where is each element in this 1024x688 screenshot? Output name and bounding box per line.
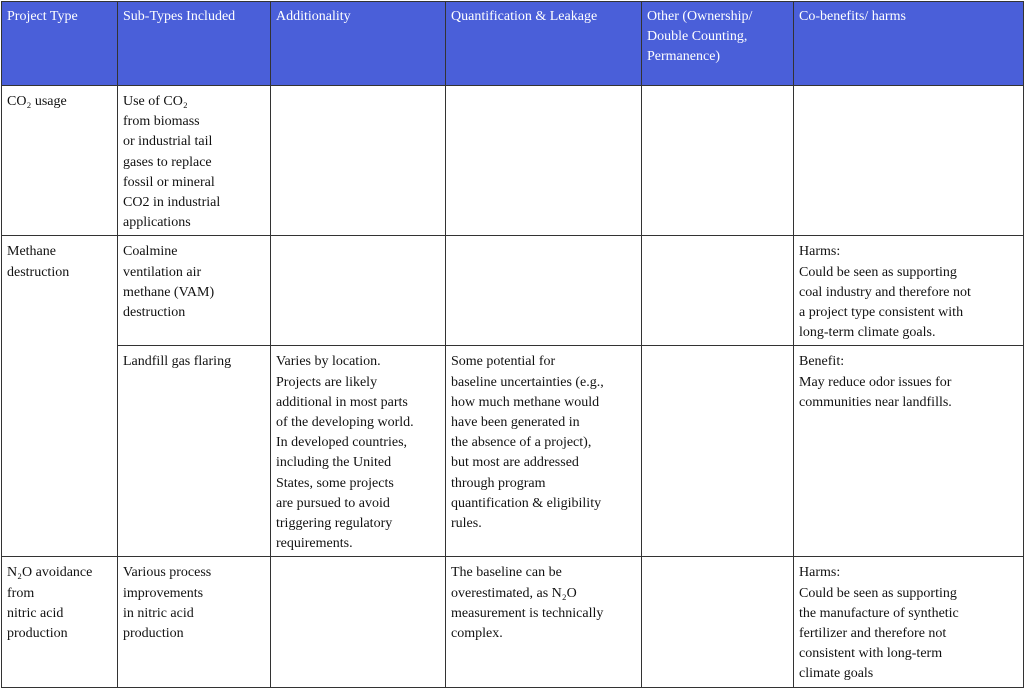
- text-line: methane (VAM): [123, 284, 215, 300]
- text-line: requirements.: [276, 536, 353, 552]
- text-line: Use of CO₂: [123, 94, 188, 109]
- text-line: destruction: [123, 305, 186, 321]
- text-line: In developed countries,: [276, 435, 408, 451]
- text-line: Landfill gas flaring: [123, 354, 232, 370]
- other-cell: [642, 346, 794, 557]
- text-line: triggering regulatory: [276, 516, 393, 532]
- cobenefits-cell: [794, 86, 1024, 236]
- text-line: ventilation air: [123, 264, 202, 280]
- project-type-n2o: production: [7, 626, 68, 642]
- text-line: production: [123, 626, 184, 642]
- text-line: measurement is technically: [451, 605, 604, 621]
- table-row: [2, 236, 1024, 346]
- header-other: [642, 2, 794, 86]
- subtype-cell: [118, 236, 271, 346]
- text-line: have been generated in: [451, 415, 580, 431]
- text-line: long-term climate goals.: [799, 325, 936, 341]
- cobenefits-cell: [794, 236, 1024, 346]
- text-line: but most are addressed: [451, 455, 579, 471]
- subtype-cell: [118, 346, 271, 557]
- text-line: Could be seen as supporting: [799, 585, 957, 601]
- text-line: rules.: [451, 516, 482, 532]
- text-line: are pursued to avoid: [276, 495, 390, 511]
- text-line: Harms:: [799, 244, 841, 260]
- cobenefits-cell: [794, 346, 1024, 557]
- text-line: additional in most parts: [276, 394, 408, 410]
- text-line: improvements: [123, 585, 204, 601]
- other-cell: [642, 86, 794, 236]
- table-row: [2, 86, 1024, 236]
- subtype-cell: [118, 86, 271, 236]
- text-line: communities near landfills.: [799, 394, 952, 410]
- quantification-cell: [446, 236, 642, 346]
- text-line: CO2 in industrial: [123, 195, 221, 211]
- project-type-cell: [2, 557, 118, 687]
- header-project-type: Project Type: [2, 2, 118, 86]
- text-line: Coalmine: [123, 244, 178, 260]
- header-sub-types: Sub-Types Included: [118, 2, 271, 86]
- text-line: baseline uncertainties (e.g.,: [451, 374, 604, 390]
- text-line: the manufacture of synthetic: [799, 605, 959, 621]
- header-other-line: Double Counting,: [647, 29, 748, 45]
- header-other-line: Other (Ownership/: [647, 9, 753, 24]
- header-additionality: Additionality: [271, 2, 446, 86]
- text-line: a project type consistent with: [799, 305, 964, 321]
- header-quantification: Quantification & Leakage: [446, 2, 642, 86]
- additionality-cell: [271, 346, 446, 557]
- text-line: of the developing world.: [276, 415, 414, 431]
- project-type-co2-usage: CO₂ usage: [7, 94, 67, 109]
- project-type-n2o: N₂O avoidance: [7, 565, 93, 581]
- project-type-n2o: from: [7, 585, 35, 601]
- text-line: coal industry and therefore not: [799, 284, 971, 300]
- additionality-cell: [271, 236, 446, 346]
- text-line: complex.: [451, 626, 503, 642]
- additionality-cell: [271, 557, 446, 687]
- text-line: Harms:: [799, 565, 841, 581]
- text-line: fossil or mineral: [123, 174, 215, 190]
- text-line: Some potential for: [451, 354, 556, 370]
- project-type-methane: Methane: [7, 244, 56, 260]
- text-line: climate goals: [799, 666, 874, 682]
- additionality-cell: [271, 86, 446, 236]
- text-line: or industrial tail: [123, 134, 213, 150]
- text-line: applications: [123, 215, 191, 231]
- text-line: the absence of a project),: [451, 435, 592, 451]
- text-line: States, some projects: [276, 475, 394, 491]
- text-line: gases to replace: [123, 154, 212, 170]
- project-type-n2o: nitric acid: [7, 605, 64, 621]
- other-cell: [642, 557, 794, 687]
- text-line: including the United: [276, 455, 392, 471]
- text-line: how much methane would: [451, 394, 600, 410]
- project-type-methane: destruction: [7, 264, 70, 280]
- text-line: Varies by location.: [276, 354, 381, 370]
- text-line: overestimated, as N₂O: [451, 585, 577, 601]
- quantification-cell: [446, 346, 642, 557]
- header-other-line: Permanence): [647, 49, 721, 65]
- text-line: Projects are likely: [276, 374, 378, 390]
- text-line: The baseline can be: [451, 565, 562, 581]
- project-type-cell: [2, 86, 118, 236]
- project-type-table: [1, 1, 1024, 688]
- table-row: [2, 557, 1024, 687]
- table-row: [2, 346, 1024, 557]
- quantification-cell: [446, 557, 642, 687]
- text-line: May reduce odor issues for: [799, 374, 952, 390]
- text-line: through program: [451, 475, 546, 491]
- text-line: Benefit:: [799, 354, 845, 370]
- text-line: Could be seen as supporting: [799, 264, 957, 280]
- text-line: Various process: [123, 565, 212, 581]
- cobenefits-cell: [794, 557, 1024, 687]
- subtype-cell: [118, 557, 271, 687]
- text-line: consistent with long-term: [799, 646, 943, 662]
- header-row: [2, 2, 1024, 86]
- text-line: quantification & eligibility: [451, 495, 602, 511]
- text-line: from biomass: [123, 114, 200, 130]
- quantification-cell: [446, 86, 642, 236]
- text-line: fertilizer and therefore not: [799, 626, 947, 642]
- header-cobenefits: Co-benefits/ harms: [794, 2, 1024, 86]
- other-cell: [642, 236, 794, 346]
- text-line: in nitric acid: [123, 605, 194, 621]
- project-type-cell: [2, 236, 118, 557]
